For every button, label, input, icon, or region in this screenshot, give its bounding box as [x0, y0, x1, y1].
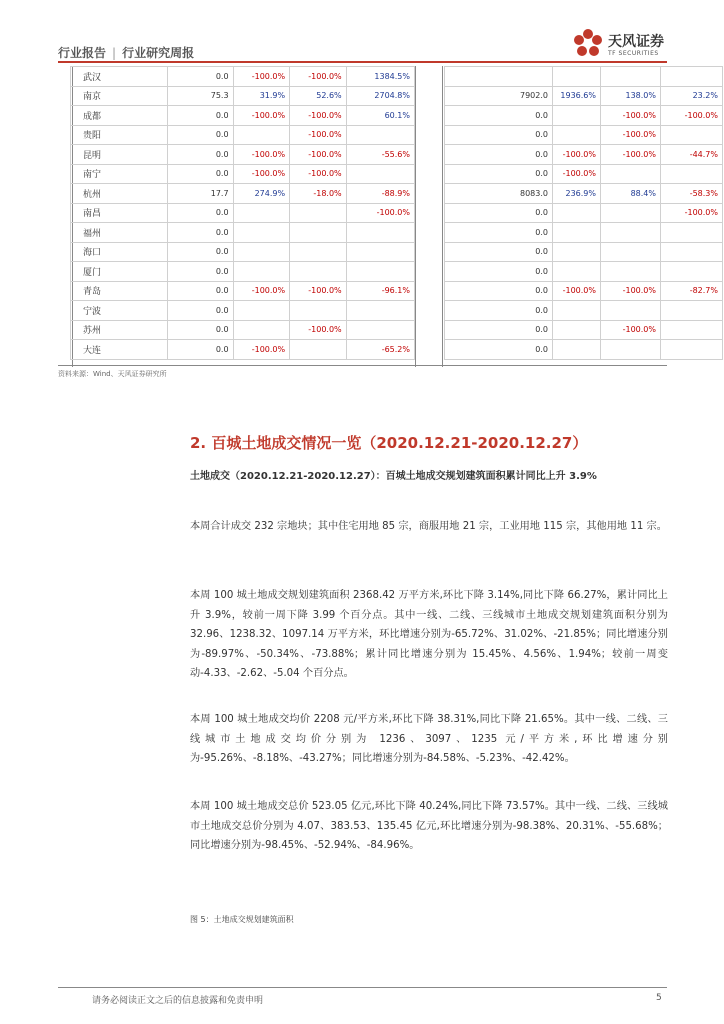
yoy-change-cell: -100.0% [601, 320, 661, 340]
table-row [445, 242, 723, 262]
cumulative-change-cell [661, 301, 723, 321]
cumulative-change-cell [661, 242, 723, 262]
footer-divider [58, 987, 667, 988]
mom-change-cell [233, 242, 290, 262]
cumulative-change-cell [661, 262, 723, 282]
cumulative-change-cell: -100.0% [661, 203, 723, 223]
yoy-change-cell [290, 242, 347, 262]
mom-change-cell: 1936.6% [553, 86, 601, 106]
cumulative-change-cell: -55.6% [346, 145, 414, 165]
area-value-cell: 0.0 [167, 125, 233, 145]
cumulative-change-cell [346, 262, 414, 282]
table-row [445, 281, 723, 301]
area-value-cell: 0.0 [167, 242, 233, 262]
yoy-change-cell: -100.0% [290, 145, 347, 165]
area-value-cell: 0.0 [445, 281, 553, 301]
table-row [71, 320, 415, 340]
table-row [445, 145, 723, 165]
mom-change-cell [553, 203, 601, 223]
yoy-change-cell: -100.0% [290, 320, 347, 340]
cumulative-change-cell [346, 242, 414, 262]
mom-change-cell: 31.9% [233, 86, 290, 106]
yoy-change-cell [601, 223, 661, 243]
yoy-change-cell [601, 67, 661, 87]
table-row [445, 340, 723, 360]
mom-change-cell [233, 125, 290, 145]
cumulative-change-cell: -58.3% [661, 184, 723, 204]
mom-change-cell [553, 67, 601, 87]
area-value-cell: 0.0 [445, 320, 553, 340]
mom-change-cell [233, 203, 290, 223]
figure-caption: 图 5：土地成交规划建筑面积 [190, 915, 294, 924]
area-value-cell: 0.0 [445, 145, 553, 165]
yoy-change-cell [601, 242, 661, 262]
yoy-change-cell [290, 203, 347, 223]
area-value-cell: 0.0 [167, 301, 233, 321]
cumulative-change-cell: 60.1% [346, 106, 414, 126]
yoy-change-cell [290, 301, 347, 321]
table-row [71, 242, 415, 262]
mom-change-cell: -100.0% [553, 164, 601, 184]
mom-change-cell: -100.0% [233, 145, 290, 165]
area-value-cell: 0.0 [445, 106, 553, 126]
mom-change-cell [553, 301, 601, 321]
logo-english-name: TF SECURITIES [608, 50, 659, 57]
mom-change-cell [553, 242, 601, 262]
area-value-cell: 0.0 [167, 164, 233, 184]
mom-change-cell: -100.0% [553, 145, 601, 165]
city-name-cell: 苏州 [71, 320, 168, 340]
yoy-change-cell [601, 301, 661, 321]
mom-change-cell [553, 340, 601, 360]
yoy-change-cell [601, 164, 661, 184]
mom-change-cell [233, 301, 290, 321]
table-row [71, 301, 415, 321]
area-value-cell: 0.0 [167, 203, 233, 223]
city-name-cell: 宁波 [71, 301, 168, 321]
city-name-cell: 南昌 [71, 203, 168, 223]
company-logo [570, 26, 680, 62]
city-name-cell: 海口 [71, 242, 168, 262]
cumulative-change-cell: -65.2% [346, 340, 414, 360]
yoy-change-cell: 88.4% [601, 184, 661, 204]
city-land-table [58, 66, 718, 367]
table-border-bottom [58, 365, 667, 366]
footer-disclaimer: 请务必阅读正文之后的信息披露和免责申明 [92, 996, 264, 1006]
yoy-change-cell: -100.0% [601, 125, 661, 145]
table-border-mid-left [415, 66, 416, 367]
yoy-change-cell: 52.6% [290, 86, 347, 106]
mom-change-cell: -100.0% [233, 67, 290, 87]
yoy-change-cell: -100.0% [601, 145, 661, 165]
table-row [445, 164, 723, 184]
yoy-change-cell: -100.0% [290, 281, 347, 301]
table-row [71, 145, 415, 165]
mom-change-cell [233, 223, 290, 243]
mom-change-cell [553, 320, 601, 340]
city-name-cell: 南宁 [71, 164, 168, 184]
table-border-mid-right [442, 66, 443, 367]
table-source-note: 资料来源：Wind、天风证券研究所 [58, 370, 167, 378]
table-row [71, 281, 415, 301]
mom-change-cell [553, 223, 601, 243]
cumulative-change-cell [661, 67, 723, 87]
yoy-change-cell: -100.0% [601, 281, 661, 301]
cumulative-change-cell: -100.0% [661, 106, 723, 126]
area-value-cell: 8083.0 [445, 184, 553, 204]
mom-change-cell: -100.0% [233, 281, 290, 301]
table-row [445, 67, 723, 87]
mom-change-cell: 274.9% [233, 184, 290, 204]
mom-change-cell: -100.0% [233, 340, 290, 360]
left-data-table [70, 66, 415, 360]
header-separator: | [112, 46, 117, 60]
cumulative-change-cell [346, 125, 414, 145]
city-name-cell: 杭州 [71, 184, 168, 204]
table-row [445, 203, 723, 223]
yoy-change-cell: -100.0% [290, 67, 347, 87]
paragraph-average-price: 本周 100 城土地成交均价 2208 元/平方米,环比下降 38.31%,同比下降 21.65%。其中一线、二线、三线城市土地成交均价分别为 1236、3097、1235 元/平方米,环比增速分别为-95.26%、-8.18%、-43.27%；同比增速分别为-84.58%、-5.23%、-42.42%。 [190, 714, 668, 764]
area-value-cell: 0.0 [445, 125, 553, 145]
table-row [71, 125, 415, 145]
mom-change-cell [553, 106, 601, 126]
cumulative-change-cell [346, 164, 414, 184]
table-row [445, 125, 723, 145]
logo-chinese-name: 天风证券 [608, 34, 664, 50]
cumulative-change-cell: -88.9% [346, 184, 414, 204]
header-divider [58, 61, 667, 63]
table-row [71, 164, 415, 184]
yoy-change-cell [290, 340, 347, 360]
table-row [445, 262, 723, 282]
area-value-cell: 0.0 [167, 281, 233, 301]
yoy-change-cell: -100.0% [290, 125, 347, 145]
mom-change-cell: -100.0% [233, 106, 290, 126]
cumulative-change-cell: -100.0% [346, 203, 414, 223]
area-value-cell: 0.0 [167, 223, 233, 243]
cumulative-change-cell [661, 125, 723, 145]
yoy-change-cell [601, 262, 661, 282]
table-row [71, 203, 415, 223]
paragraph-total-price: 本周 100 城土地成交总价 523.05 亿元,环比下降 40.24%,同比下降 73.57%。其中一线、二线、三线城市土地成交总价分别为 4.07、383.53、135.45 亿元,环比增速分别为-98.38%、20.31%、-55.68%；同比增速分别为-98.45%、-52.94%、-84.96%。 [190, 801, 668, 851]
yoy-change-cell: -100.0% [601, 106, 661, 126]
city-name-cell: 福州 [71, 223, 168, 243]
cumulative-change-cell: -96.1% [346, 281, 414, 301]
mom-change-cell: 236.9% [553, 184, 601, 204]
area-value-cell: 0.0 [167, 67, 233, 87]
mom-change-cell [553, 125, 601, 145]
city-name-cell: 厦门 [71, 262, 168, 282]
city-name-cell: 昆明 [71, 145, 168, 165]
yoy-change-cell: 138.0% [601, 86, 661, 106]
table-row [71, 86, 415, 106]
right-data-table [444, 66, 723, 360]
yoy-change-cell [290, 223, 347, 243]
area-value-cell: 0.0 [167, 106, 233, 126]
cumulative-change-cell: 1384.5% [346, 67, 414, 87]
area-value-cell: 0.0 [167, 320, 233, 340]
yoy-change-cell [290, 262, 347, 282]
table-row [71, 340, 415, 360]
area-value-cell: 0.0 [445, 223, 553, 243]
yoy-change-cell [601, 203, 661, 223]
report-subtype: 行业研究周报 [122, 46, 195, 60]
cumulative-change-cell [661, 223, 723, 243]
area-value-cell: 7902.0 [445, 86, 553, 106]
page-number: 5 [656, 993, 662, 1003]
report-type: 行业报告 [58, 46, 107, 60]
flower-logo-icon [570, 26, 606, 62]
area-value-cell: 0.0 [445, 301, 553, 321]
area-value-cell: 0.0 [445, 203, 553, 223]
cumulative-change-cell: -44.7% [661, 145, 723, 165]
mom-change-cell: -100.0% [233, 164, 290, 184]
table-row [445, 320, 723, 340]
cumulative-change-cell [346, 320, 414, 340]
section-title: 2. 百城土地成交情况一览（2020.12.21-2020.12.27） [190, 434, 588, 452]
table-row [445, 86, 723, 106]
cumulative-change-cell: 23.2% [661, 86, 723, 106]
cumulative-change-cell [661, 320, 723, 340]
cumulative-change-cell [346, 223, 414, 243]
area-value-cell: 75.3 [167, 86, 233, 106]
area-value-cell [445, 67, 553, 87]
paragraph-transaction-count: 本周合计成交 232 宗地块；其中住宅用地 85 宗，商服用地 21 宗，工业用地 115 宗，其他用地 11 宗。 [190, 521, 667, 532]
area-value-cell: 0.0 [445, 242, 553, 262]
paragraph-building-area: 本周 100 城土地成交规划建筑面积 2368.42 万平方米,环比下降 3.14%,同比下降 66.27%，累计同比上升 3.9%，较前一周下降 3.99 个百分点。其中一线、二线、三线城市土地成交规划建筑面积分别为 32.96、1238.32、1097.14 万平方米，环比增速分别为-65.72%、31.02%、-21.85%；同比增速分别为-89.97%、-50.34%、-73.88%；累计同比增速分别为 15.45%、4.56%、1.94%；较前一周变动-4.33、-2.62、-5.04 个百分点。 [190, 590, 668, 679]
table-row [445, 301, 723, 321]
yoy-change-cell: -100.0% [290, 106, 347, 126]
cumulative-change-cell [661, 164, 723, 184]
city-name-cell: 青岛 [71, 281, 168, 301]
yoy-change-cell: -100.0% [290, 164, 347, 184]
mom-change-cell [233, 320, 290, 340]
cumulative-change-cell: -82.7% [661, 281, 723, 301]
table-row [71, 262, 415, 282]
city-name-cell: 武汉 [71, 67, 168, 87]
mom-change-cell [233, 262, 290, 282]
table-row [71, 106, 415, 126]
area-value-cell: 0.0 [167, 340, 233, 360]
yoy-change-cell: -18.0% [290, 184, 347, 204]
mom-change-cell [553, 262, 601, 282]
area-value-cell: 0.0 [445, 164, 553, 184]
city-name-cell: 成都 [71, 106, 168, 126]
city-name-cell: 大连 [71, 340, 168, 360]
area-value-cell: 0.0 [445, 340, 553, 360]
city-name-cell: 贵阳 [71, 125, 168, 145]
mom-change-cell: -100.0% [553, 281, 601, 301]
table-row [445, 106, 723, 126]
cumulative-change-cell [346, 301, 414, 321]
table-row [71, 184, 415, 204]
table-row [445, 223, 723, 243]
table-row [445, 184, 723, 204]
table-row [71, 223, 415, 243]
area-value-cell: 0.0 [167, 262, 233, 282]
cumulative-change-cell [661, 340, 723, 360]
area-value-cell: 17.7 [167, 184, 233, 204]
section-subtitle: 土地成交（2020.12.21-2020.12.27）：百城土地成交规划建筑面积累计同比上升 3.9% [190, 471, 597, 482]
report-category [58, 44, 194, 61]
area-value-cell: 0.0 [167, 145, 233, 165]
table-row [71, 67, 415, 87]
cumulative-change-cell: 2704.8% [346, 86, 414, 106]
city-name-cell: 南京 [71, 86, 168, 106]
area-value-cell: 0.0 [445, 262, 553, 282]
yoy-change-cell [601, 340, 661, 360]
